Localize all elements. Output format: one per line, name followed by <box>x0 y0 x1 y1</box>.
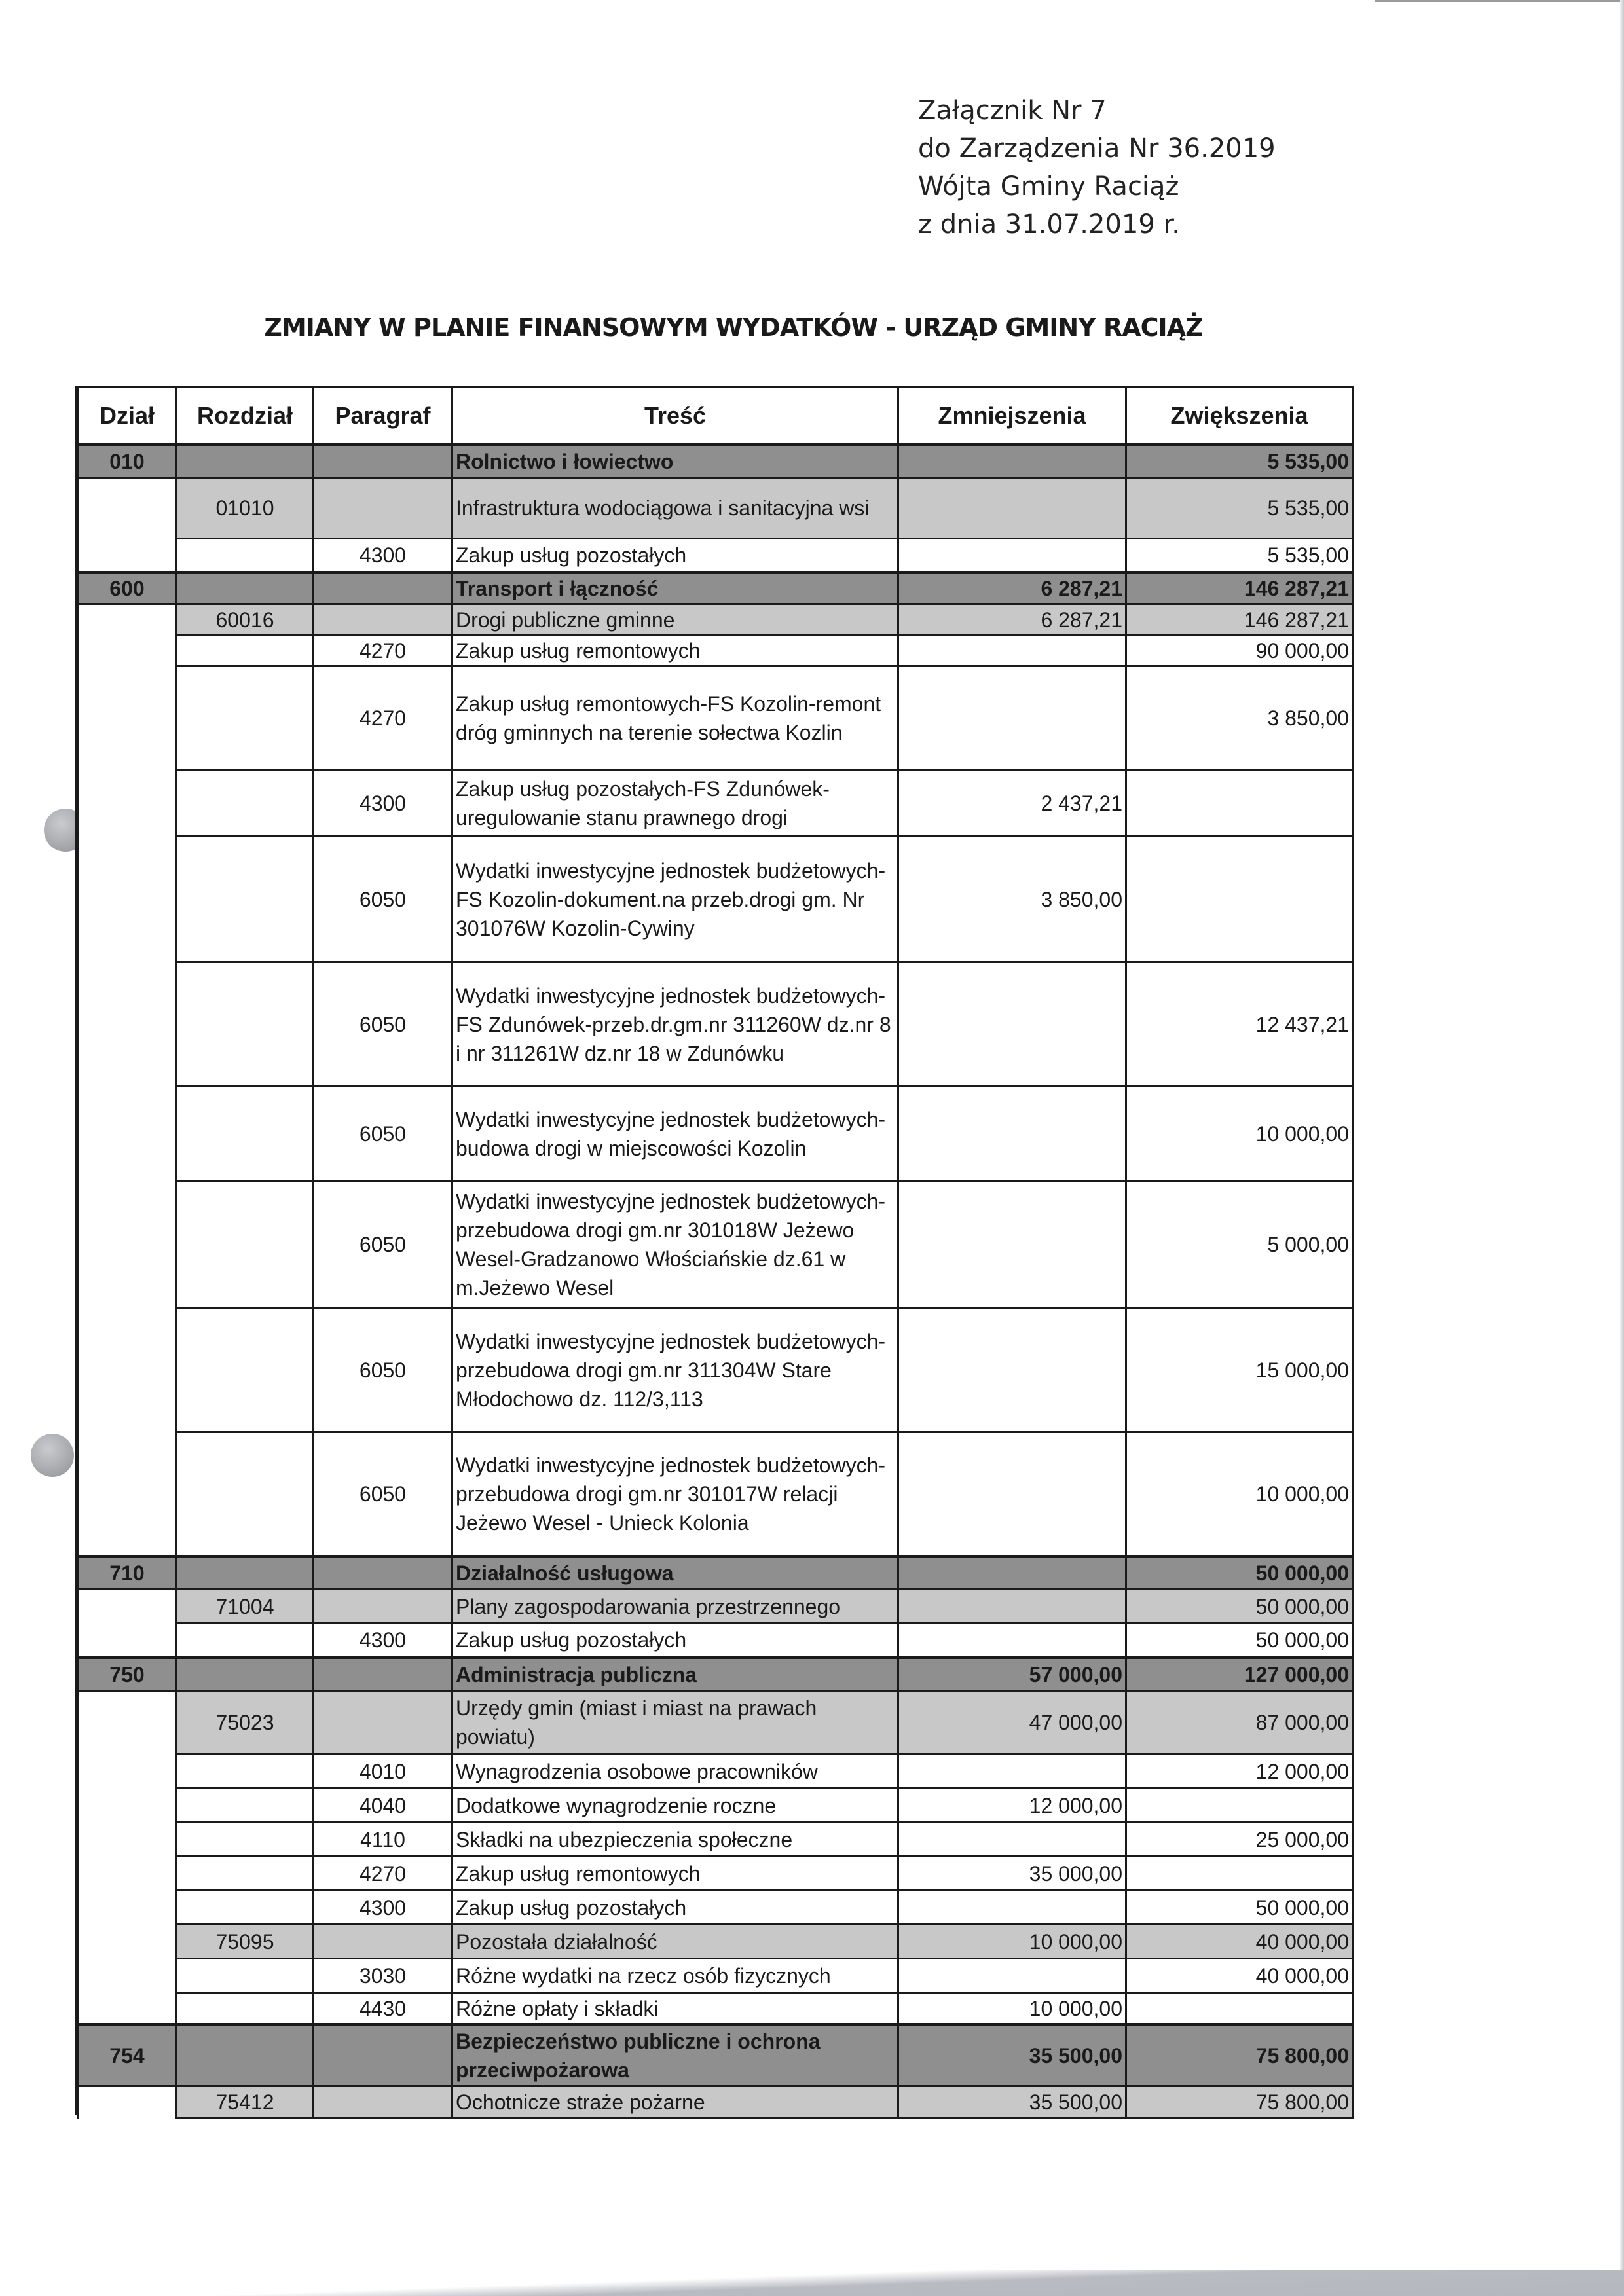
cell-zmniejszenia <box>898 539 1126 573</box>
cell-dzial <box>78 1857 177 1891</box>
table-row <box>78 837 1353 962</box>
cell-tresc: Wynagrodzenia osobowe pracowników <box>452 1755 898 1789</box>
cell-zwiekszenia: 15 000,00 <box>1126 1308 1353 1432</box>
cell-paragraf: 4270 <box>314 666 452 770</box>
cell-dzial <box>78 636 177 666</box>
cell-rozdzial: 60016 <box>177 604 314 636</box>
cell-dzial <box>78 1181 177 1308</box>
cell-zwiekszenia: 25 000,00 <box>1126 1823 1353 1857</box>
table-row <box>78 770 1353 837</box>
cell-paragraf: 4300 <box>314 539 452 573</box>
cell-dzial <box>78 837 177 962</box>
chapter-row <box>78 2086 1353 2119</box>
attachment-number: Załącznik Nr 7 <box>918 96 1107 126</box>
cell-zmniejszenia <box>898 1959 1126 1993</box>
cell-zmniejszenia: 57 000,00 <box>898 1658 1126 1691</box>
cell-paragraf: 4010 <box>314 1755 452 1789</box>
table-row <box>78 1857 1353 1891</box>
cell-dzial <box>78 1087 177 1181</box>
cell-paragraf <box>314 445 452 478</box>
cell-tresc: Ochotnicze straże pożarne <box>452 2086 898 2119</box>
cell-dzial <box>78 1891 177 1925</box>
column-header-tresc: Treść <box>452 388 898 445</box>
cell-rozdzial <box>177 1959 314 1993</box>
cell-paragraf: 3030 <box>314 1959 452 1993</box>
cell-tresc: Zakup usług remontowych <box>452 636 898 666</box>
cell-dzial <box>78 1590 177 1624</box>
cell-zwiekszenia: 5 535,00 <box>1126 478 1353 539</box>
cell-zwiekszenia: 127 000,00 <box>1126 1658 1353 1691</box>
cell-zmniejszenia <box>898 1181 1126 1308</box>
table-row <box>78 1755 1353 1789</box>
cell-tresc: Pozostała działalność <box>452 1925 898 1959</box>
cell-rozdzial <box>177 2025 314 2086</box>
cell-zwiekszenia: 90 000,00 <box>1126 636 1353 666</box>
cell-zmniejszenia: 35 500,00 <box>898 2086 1126 2119</box>
cell-rozdzial <box>177 573 314 604</box>
cell-zmniejszenia <box>898 1557 1126 1590</box>
cell-zwiekszenia: 50 000,00 <box>1126 1590 1353 1624</box>
table-row <box>78 1308 1353 1432</box>
section-row <box>78 1658 1353 1691</box>
table-row <box>78 1959 1353 1993</box>
cell-tresc: Różne wydatki na rzecz osób fizycznych <box>452 1959 898 1993</box>
cell-dzial <box>78 1432 177 1557</box>
cell-zwiekszenia: 75 800,00 <box>1126 2086 1353 2119</box>
cell-zmniejszenia: 10 000,00 <box>898 1925 1126 1959</box>
cell-paragraf: 4430 <box>314 1993 452 2025</box>
cell-zmniejszenia: 2 437,21 <box>898 770 1126 837</box>
table-row <box>78 1087 1353 1181</box>
cell-zwiekszenia: 40 000,00 <box>1126 1959 1353 1993</box>
cell-zmniejszenia <box>898 962 1126 1087</box>
ordinance-reference: do Zarządzenia Nr 36.2019 <box>918 134 1276 164</box>
chapter-row <box>78 478 1353 539</box>
document-date: z dnia 31.07.2019 r. <box>918 210 1181 240</box>
cell-zmniejszenia <box>898 1308 1126 1432</box>
cell-rozdzial <box>177 962 314 1087</box>
cell-zwiekszenia: 5 000,00 <box>1126 1181 1353 1308</box>
cell-zwiekszenia: 50 000,00 <box>1126 1557 1353 1590</box>
cell-zmniejszenia <box>898 1755 1126 1789</box>
cell-zmniejszenia: 35 500,00 <box>898 2025 1126 2086</box>
cell-zmniejszenia <box>898 1823 1126 1857</box>
cell-paragraf <box>314 1925 452 1959</box>
section-row <box>78 2025 1353 2086</box>
cell-dzial <box>78 1691 177 1755</box>
cell-rozdzial <box>177 1432 314 1557</box>
cell-rozdzial <box>177 1181 314 1308</box>
cell-zmniejszenia: 3 850,00 <box>898 837 1126 962</box>
cell-tresc: Drogi publiczne gminne <box>452 604 898 636</box>
cell-paragraf <box>314 573 452 604</box>
cell-tresc: Zakup usług remontowych-FS Kozolin-remont dróg gminnych na terenie sołectwa Kozlin <box>452 666 898 770</box>
cell-rozdzial <box>177 1624 314 1658</box>
cell-paragraf <box>314 1557 452 1590</box>
cell-paragraf: 6050 <box>314 1432 452 1557</box>
cell-rozdzial <box>177 636 314 666</box>
cell-paragraf <box>314 1590 452 1624</box>
cell-paragraf: 6050 <box>314 1087 452 1181</box>
cell-rozdzial <box>177 1857 314 1891</box>
cell-zmniejszenia <box>898 1624 1126 1658</box>
cell-paragraf: 6050 <box>314 1308 452 1432</box>
cell-rozdzial: 01010 <box>177 478 314 539</box>
cell-tresc: Infrastruktura wodociągowa i sanitacyjna wsi <box>452 478 898 539</box>
cell-tresc: Administracja publiczna <box>452 1658 898 1691</box>
cell-dzial <box>78 1308 177 1432</box>
cell-rozdzial <box>177 445 314 478</box>
section-row <box>78 445 1353 478</box>
cell-tresc: Wydatki inwestycyjne jednostek budżetowych-budowa drogi w miejscowości Kozolin <box>452 1087 898 1181</box>
table-row <box>78 1891 1353 1925</box>
cell-zwiekszenia: 40 000,00 <box>1126 1925 1353 1959</box>
cell-paragraf: 6050 <box>314 837 452 962</box>
cell-rozdzial: 71004 <box>177 1590 314 1624</box>
cell-tresc: Wydatki inwestycyjne jednostek budżetowych-przebudowa drogi gm.nr 301018W Jeżewo Wesel-Gradzanowo Włościańskie dz.61 w m.Jeżewo Wesel <box>452 1181 898 1308</box>
expense-plan-table <box>77 386 1354 2119</box>
scan-edge-top <box>1375 0 1624 2</box>
cell-dzial: 710 <box>78 1557 177 1590</box>
cell-zwiekszenia: 3 850,00 <box>1126 666 1353 770</box>
cell-zmniejszenia: 10 000,00 <box>898 1993 1126 2025</box>
cell-rozdzial <box>177 666 314 770</box>
cell-paragraf <box>314 2086 452 2119</box>
cell-zwiekszenia <box>1126 1857 1353 1891</box>
scan-edge-bottom <box>0 2270 1624 2296</box>
cell-zwiekszenia: 12 000,00 <box>1126 1755 1353 1789</box>
table-row <box>78 1181 1353 1308</box>
cell-tresc: Zakup usług pozostałych <box>452 539 898 573</box>
chapter-row <box>78 1691 1353 1755</box>
table-row <box>78 962 1353 1087</box>
cell-zmniejszenia: 12 000,00 <box>898 1789 1126 1823</box>
cell-rozdzial <box>177 1557 314 1590</box>
cell-zwiekszenia: 5 535,00 <box>1126 445 1353 478</box>
cell-rozdzial <box>177 1658 314 1691</box>
chapter-row <box>78 1590 1353 1624</box>
cell-zwiekszenia: 87 000,00 <box>1126 1691 1353 1755</box>
cell-dzial <box>78 1959 177 1993</box>
cell-tresc: Zakup usług remontowych <box>452 1857 898 1891</box>
cell-tresc: Składki na ubezpieczenia społeczne <box>452 1823 898 1857</box>
cell-zwiekszenia: 146 287,21 <box>1126 604 1353 636</box>
column-header-paragraf: Paragraf <box>314 388 452 445</box>
punch-hole-icon <box>31 1434 74 1477</box>
table-row <box>78 1993 1353 2025</box>
cell-rozdzial <box>177 1993 314 2025</box>
cell-tresc: Wydatki inwestycyjne jednostek budżetowych-przebudowa drogi gm.nr 301017W relacji Jeżewo Wesel - Unieck Kolonia <box>452 1432 898 1557</box>
cell-rozdzial: 75412 <box>177 2086 314 2119</box>
cell-paragraf: 4300 <box>314 1624 452 1658</box>
cell-dzial: 010 <box>78 445 177 478</box>
table-row <box>78 1432 1353 1557</box>
cell-dzial <box>78 1823 177 1857</box>
cell-paragraf: 4300 <box>314 770 452 837</box>
cell-tresc: Zakup usług pozostałych <box>452 1891 898 1925</box>
cell-zwiekszenia <box>1126 837 1353 962</box>
attachment-header <box>918 92 1276 244</box>
cell-paragraf: 4110 <box>314 1823 452 1857</box>
cell-zmniejszenia <box>898 445 1126 478</box>
cell-dzial <box>78 604 177 636</box>
cell-paragraf: 6050 <box>314 1181 452 1308</box>
cell-dzial <box>78 2086 177 2119</box>
cell-tresc: Urzędy gmin (miast i miast na prawach powiatu) <box>452 1691 898 1755</box>
cell-tresc: Plany zagospodarowania przestrzennego <box>452 1590 898 1624</box>
issuer: Wójta Gminy Raciąż <box>918 172 1179 202</box>
cell-zwiekszenia <box>1126 1789 1353 1823</box>
cell-paragraf <box>314 1691 452 1755</box>
cell-tresc: Bezpieczeństwo publiczne i ochrona przeciwpożarowa <box>452 2025 898 2086</box>
cell-rozdzial <box>177 770 314 837</box>
chapter-row <box>78 1925 1353 1959</box>
cell-zwiekszenia: 50 000,00 <box>1126 1891 1353 1925</box>
chapter-row <box>78 604 1353 636</box>
column-header-rozdzial: Rozdział <box>177 388 314 445</box>
cell-zmniejszenia <box>898 1432 1126 1557</box>
section-row <box>78 1557 1353 1590</box>
cell-rozdzial: 75023 <box>177 1691 314 1755</box>
cell-rozdzial <box>177 539 314 573</box>
cell-zmniejszenia: 35 000,00 <box>898 1857 1126 1891</box>
cell-zwiekszenia: 12 437,21 <box>1126 962 1353 1087</box>
column-header-zwiekszenia: Zwiększenia <box>1126 388 1353 445</box>
cell-rozdzial <box>177 1087 314 1181</box>
cell-dzial <box>78 1755 177 1789</box>
table-row <box>78 666 1353 770</box>
column-header-zmniejszenia: Zmniejszenia <box>898 388 1126 445</box>
cell-rozdzial <box>177 837 314 962</box>
scan-edge-right <box>1620 0 1624 2296</box>
cell-zmniejszenia: 6 287,21 <box>898 573 1126 604</box>
section-row <box>78 573 1353 604</box>
cell-rozdzial: 75095 <box>177 1925 314 1959</box>
cell-zwiekszenia: 10 000,00 <box>1126 1087 1353 1181</box>
cell-zwiekszenia <box>1126 1993 1353 2025</box>
cell-paragraf <box>314 604 452 636</box>
cell-zmniejszenia <box>898 1087 1126 1181</box>
table-row <box>78 1624 1353 1658</box>
cell-tresc: Wydatki inwestycyjne jednostek budżetowych-przebudowa drogi gm.nr 311304W Stare Młodochowo dz. 112/3,113 <box>452 1308 898 1432</box>
cell-paragraf: 4300 <box>314 1891 452 1925</box>
cell-tresc: Zakup usług pozostałych <box>452 1624 898 1658</box>
cell-zwiekszenia: 75 800,00 <box>1126 2025 1353 2086</box>
cell-zmniejszenia <box>898 636 1126 666</box>
cell-dzial <box>78 770 177 837</box>
table-row <box>78 1789 1353 1823</box>
cell-rozdzial <box>177 1823 314 1857</box>
cell-tresc: Różne opłaty i składki <box>452 1993 898 2025</box>
table-row <box>78 539 1353 573</box>
cell-dzial <box>78 962 177 1087</box>
cell-zwiekszenia: 146 287,21 <box>1126 573 1353 604</box>
cell-dzial <box>78 1789 177 1823</box>
cell-zwiekszenia <box>1126 770 1353 837</box>
cell-zwiekszenia: 50 000,00 <box>1126 1624 1353 1658</box>
cell-dzial <box>78 539 177 573</box>
cell-zmniejszenia: 6 287,21 <box>898 604 1126 636</box>
cell-paragraf: 4270 <box>314 636 452 666</box>
cell-zmniejszenia <box>898 1891 1126 1925</box>
cell-dzial <box>78 478 177 539</box>
cell-dzial <box>78 1925 177 1959</box>
cell-tresc: Wydatki inwestycyjne jednostek budżetowych-FS Kozolin-dokument.na przeb.drogi gm. Nr 301076W Kozolin-Cywiny <box>452 837 898 962</box>
cell-zmniejszenia <box>898 478 1126 539</box>
cell-tresc: Dodatkowe wynagrodzenie roczne <box>452 1789 898 1823</box>
table-header-row <box>78 388 1353 445</box>
cell-rozdzial <box>177 1789 314 1823</box>
cell-zmniejszenia <box>898 666 1126 770</box>
cell-rozdzial <box>177 1308 314 1432</box>
cell-rozdzial <box>177 1891 314 1925</box>
cell-dzial: 754 <box>78 2025 177 2086</box>
cell-tresc: Działalność usługowa <box>452 1557 898 1590</box>
cell-paragraf <box>314 478 452 539</box>
cell-tresc: Rolnictwo i łowiectwo <box>452 445 898 478</box>
cell-tresc: Zakup usług pozostałych-FS Zdunówek-uregulowanie stanu prawnego drogi <box>452 770 898 837</box>
cell-dzial <box>78 666 177 770</box>
cell-paragraf <box>314 2025 452 2086</box>
cell-paragraf <box>314 1658 452 1691</box>
cell-dzial: 750 <box>78 1658 177 1691</box>
table-row <box>78 1823 1353 1857</box>
table-row <box>78 636 1353 666</box>
cell-rozdzial <box>177 1755 314 1789</box>
cell-dzial <box>78 1624 177 1658</box>
cell-tresc: Wydatki inwestycyjne jednostek budżetowych-FS Zdunówek-przeb.dr.gm.nr 311260W dz.nr 8 i nr 311261W dz.nr 18 w Zdunówku <box>452 962 898 1087</box>
cell-paragraf: 4040 <box>314 1789 452 1823</box>
cell-zwiekszenia: 10 000,00 <box>1126 1432 1353 1557</box>
cell-paragraf: 4270 <box>314 1857 452 1891</box>
column-header-dzial: Dział <box>78 388 177 445</box>
cell-dzial <box>78 1993 177 2025</box>
cell-dzial: 600 <box>78 573 177 604</box>
cell-zwiekszenia: 5 535,00 <box>1126 539 1353 573</box>
cell-zmniejszenia <box>898 1590 1126 1624</box>
cell-paragraf: 6050 <box>314 962 452 1087</box>
cell-tresc: Transport i łączność <box>452 573 898 604</box>
cell-zmniejszenia: 47 000,00 <box>898 1691 1126 1755</box>
page-title: ZMIANY W PLANIE FINANSOWYM WYDATKÓW - URZĄD GMINY RACIĄŻ <box>264 313 1203 342</box>
